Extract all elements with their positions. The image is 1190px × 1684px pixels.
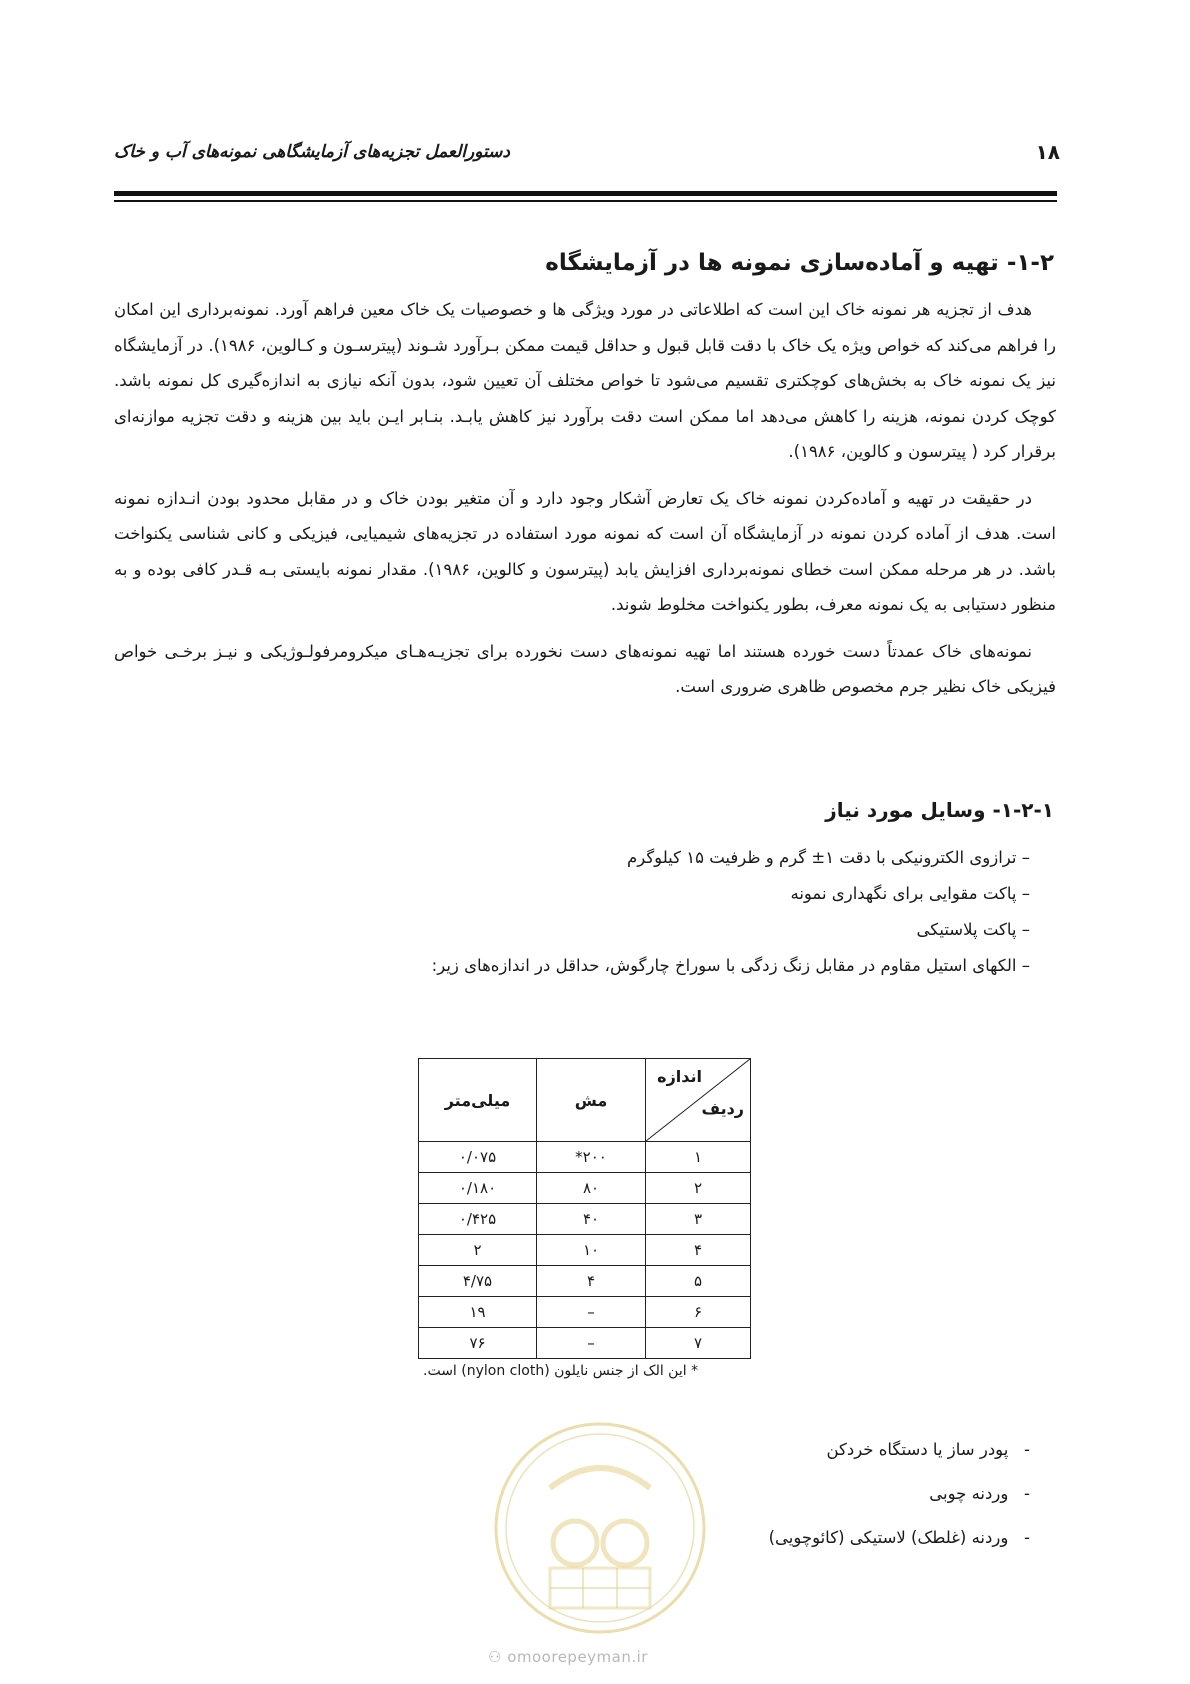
mm-value: ۰/۰۷۵ — [419, 1142, 537, 1173]
mesh-value: ۲۰۰* — [537, 1142, 646, 1173]
mesh-value: – — [537, 1297, 646, 1328]
sieve-table — [418, 1058, 751, 1359]
watermark-url: ⚇ omoorepeyman.ir — [488, 1648, 648, 1666]
equipment-list — [432, 840, 1030, 984]
table-row — [419, 1235, 751, 1266]
table-row — [419, 1204, 751, 1235]
corner-label-row: ردیف — [701, 1099, 744, 1118]
table-row — [419, 1142, 751, 1173]
mesh-value: ۴ — [537, 1266, 646, 1297]
mesh-value: ۸۰ — [537, 1173, 646, 1204]
paragraph-3: نمونه‌های خاک عمدتاً دست خورده هستند اما تهیه نمونه‌های دست نخورده برای تجزیـه‌هـای میکرومرفولـوژیکی و نیـز برخـی خواص فیزیکی خاک نظیر جرم مخصوص ظاهری ضروری است. — [114, 641, 1056, 696]
mm-value: ۴/۷۵ — [419, 1266, 537, 1297]
table-row — [419, 1173, 751, 1204]
corner-label-size: اندازه — [657, 1067, 702, 1086]
header-rule-thick — [114, 191, 1057, 196]
mesh-value: ۱۰ — [537, 1235, 646, 1266]
row-number: ۵ — [646, 1266, 751, 1297]
list-item: - وردنه چوبی — [769, 1472, 1030, 1516]
mm-value: ۷۶ — [419, 1328, 537, 1359]
table-row — [419, 1297, 751, 1328]
mm-value: ۲ — [419, 1235, 537, 1266]
list-item: – الکهای استیل مقاوم در مقابل زنگ زدگی با سوراخ چارگوش، حداقل در اندازه‌های زیر: — [431, 956, 1030, 975]
table-row — [419, 1266, 751, 1297]
header-rule-thin — [114, 200, 1057, 202]
page-number: ۱۸ — [1035, 140, 1060, 164]
row-number: ۶ — [646, 1297, 751, 1328]
mm-value: ۱۹ — [419, 1297, 537, 1328]
list-item: - وردنه (غلطک) لاستیکی (کائوچویی) — [769, 1516, 1030, 1560]
row-number: ۱ — [646, 1142, 751, 1173]
list-item: - پودر ساز یا دستگاه خردکن — [769, 1428, 1030, 1472]
mm-value: ۰/۴۲۵ — [419, 1204, 537, 1235]
column-header-mm: میلی‌متر — [419, 1059, 537, 1142]
corner-header-cell — [646, 1059, 751, 1142]
running-title: دستورالعمل تجزیه‌های آزمایشگاهی نمونه‌های آب و خاک — [114, 142, 510, 162]
row-number: ۴ — [646, 1235, 751, 1266]
paragraph-2: در حقیقت در تهیه و آماده‌کردن نمونه خاک یک تعارض آشکار وجود دارد و آن متغیر بودن خاک و در مقابل محدود بودن انـدازه نمونه است. هدف از آماده کردن نمونه در آزمایشگاه آن است که نمونه مورد استفاده در تجزیه‌های شیمیایی، فیزیکی و کانی شناسی یکنواخت باشد. در هر مرحله ممکن است خطای نمونه‌برداری افزایش یابد (پیترسون و کالوین، ۱۹۸۶). مقدار نمونه بایستی بـه قـدر کافی بوده و به منظور دستیابی به یک نمونه معرف، بطور یکنواخت مخلوط شوند. — [114, 488, 1056, 614]
paragraph-1: هدف از تجزیه هر نمونه خاک این است که اطلاعاتی در مورد ویژگی ها و خصوصیات یک خاک معین فراهم آورد. نمونه‌برداری این امکان را فراهم می‌کند که خواص ویژه یک خاک با دقت قابل قبول و حداقل قیمت ممکن بـرآورد شـوند (پیترسـون و کـالوین، ۱۹۸۶). در آزمایشگاه نیز یک نمونه خاک به بخش‌های کوچکتری تقسیم می‌شود تا خواص مختلف آن تعیین شود، بدون آنکه نیازی به اندازه‌گیری کل نمونه باشد. کوچک کردن نمونه، هزینه را کاهش می‌دهد اما ممکن است دقت برآورد نیز کاهش یابـد. بنـابر ایـن باید بین هزینه و دقت تجزیه موازنه‌ای برقرار کرد ( پیترسون و کالوین، ۱۹۸۶). — [114, 300, 1056, 461]
mm-value: ۰/۱۸۰ — [419, 1173, 537, 1204]
column-header-mesh: مش — [537, 1059, 646, 1142]
equipment-list-continued — [769, 1428, 1030, 1560]
watermark-logo-icon — [490, 1418, 710, 1638]
list-item: – پاکت پلاستیکی — [916, 920, 1030, 939]
mesh-value: ۴۰ — [537, 1204, 646, 1235]
subsection-heading: ۱-۲-۱- وسایل مورد نیاز — [825, 798, 1054, 822]
mesh-value: – — [537, 1328, 646, 1359]
list-item: – ترازوی الکترونیکی با دقت ۱± گرم و ظرفیت ۱۵ کیلوگرم — [627, 848, 1030, 867]
watermark-url-text: omoorepeyman.ir — [507, 1648, 648, 1666]
table-footnote: * این الک از جنس نایلون (nylon cloth) است. — [423, 1363, 699, 1379]
row-number: ۷ — [646, 1328, 751, 1359]
list-item: – پاکت مقوایی برای نگهداری نمونه — [790, 884, 1030, 903]
row-number: ۲ — [646, 1173, 751, 1204]
row-number: ۳ — [646, 1204, 751, 1235]
section-body — [114, 292, 1056, 716]
table-row — [419, 1328, 751, 1359]
section-heading: ۱-۲- تهیه و آماده‌سازی نمونه ها در آزمایشگاه — [545, 250, 1054, 276]
